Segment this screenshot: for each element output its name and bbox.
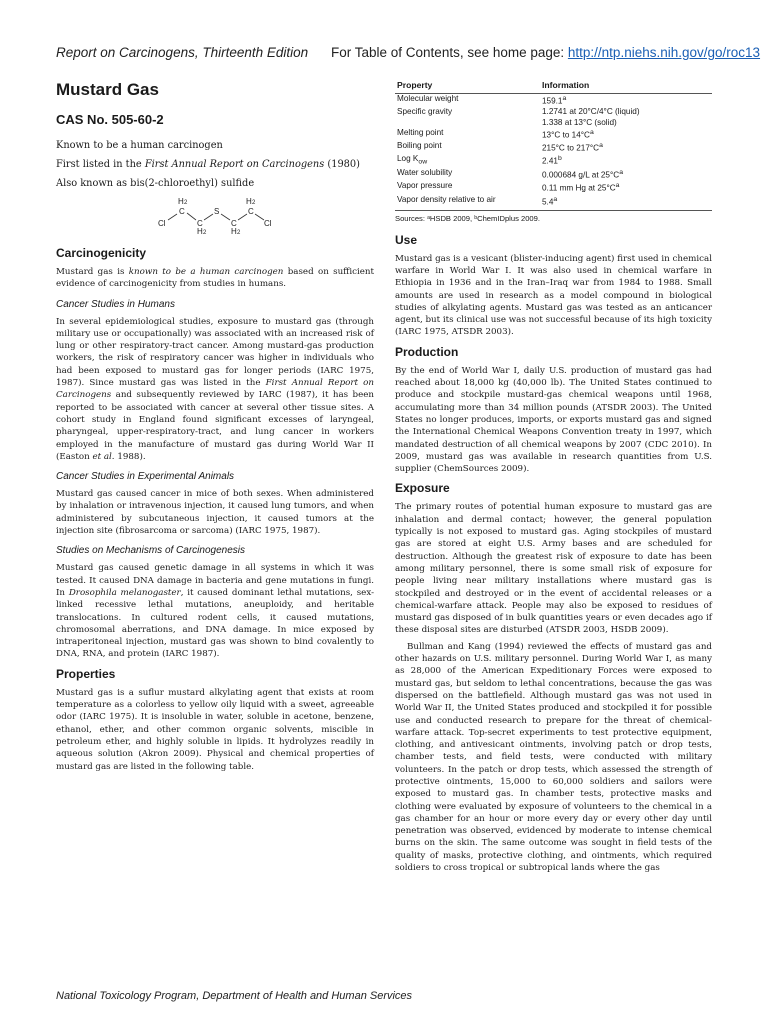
mechanisms-text <box>56 562 374 660</box>
humans-text-b: and subsequently reviewed by IARC (1987), it has been reported to be associated with cancer at several other tissue sites. A cohort study in England found significant excesses of laryngeal, pharyngeal, upper-respiratory-tract, and lung cancer in workers employed in the manufacture of mustard gas during World War II (Easton <box>56 390 374 462</box>
table-row <box>395 94 712 108</box>
h-sub-4: 2 <box>237 230 241 234</box>
carc-summary-em: known to be a human carcinogen <box>128 267 284 277</box>
row-property-sub: ow <box>418 158 428 166</box>
intro-also-known: Also known as bis(2-chloroethyl) sulfide <box>56 178 255 189</box>
bond-1 <box>168 214 177 220</box>
structure-diagram <box>156 196 286 234</box>
bond-6 <box>255 214 264 220</box>
use-text: Mustard gas is a vesicant (blister-inducing agent) first used in chemical warfare in World War I. It was also used in chemical warfare in Ethiopia in 1936 and in the Iran–Iraq war from 1984 to 1988. Small amounts are used in research as a model compound in biological studies of alkylating agents. Mustard gas was tested as an anticancer agent, but its clinical use was not successful because of its high toxicity (IARC 1975, ATSDR 2003). <box>395 253 712 338</box>
table-row <box>395 154 712 168</box>
atom-c1: C <box>179 207 185 216</box>
table-row <box>395 168 712 181</box>
row-info-value: 5.4 <box>542 197 554 207</box>
table-row <box>395 195 712 211</box>
mech-text-a: Mustard gas caused genetic damage in all systems in which it was tested. It caused DNA damage in bacteria and gene mutations in fungi. In <box>56 563 374 598</box>
row-info-value: 2.41 <box>542 156 558 166</box>
row-property: Boiling point <box>397 141 442 151</box>
left-column <box>56 78 374 777</box>
atom-c2: C <box>197 219 203 228</box>
row-info-value: 215°C to 217°C <box>542 143 600 153</box>
mech-text-b: , it caused dominant lethal mutations, sex-linked recessive lethal mutations, aneuploidy, and heritable translocations. In cultured rodent cells, it caused mutations, chromosomal aberrations, and DNA damage. In mice exposed by intraperitoneal injection, mustard gas was shown to bind covalently to DNA, RNA, and protein (IARC 1987). <box>56 587 375 660</box>
atom-c4: C <box>248 207 254 216</box>
row-info <box>540 154 712 168</box>
table-sources: Sources: ᵃHSDB 2009, ᵇChemIDplus 2009. <box>395 213 540 223</box>
intro-first-listed-em: First Annual Report on Carcinogens <box>144 159 325 170</box>
bond-4 <box>221 214 230 220</box>
col-header-property: Property <box>395 78 540 94</box>
h-sub-3: 2 <box>252 200 256 206</box>
atom-cl-right: Cl <box>264 219 272 228</box>
row-info-sup: a <box>553 195 558 203</box>
row-info-value: 159.1 <box>542 96 563 106</box>
h-label-2: H <box>197 227 203 234</box>
h-label-1: H <box>178 197 184 206</box>
atom-c3: C <box>231 219 237 228</box>
table-header-row <box>395 78 712 94</box>
toc-note <box>331 45 760 60</box>
row-info-sup: a <box>619 169 623 177</box>
animals-text: Mustard gas caused cancer in mice of both sexes. When administered by inhalation or intravenous injection, it caused lung tumors, and when administered by subcutaneous injection, it caused tumors at the injection site (fibrosarcoma or sarcoma) (IARC 1975, 1987). <box>56 489 374 537</box>
toc-text: For Table of Contents, see home page: <box>331 45 568 60</box>
row-property-value: Log K <box>397 154 419 164</box>
row-info-value: 0.000684 g/L at 25°C <box>542 171 620 181</box>
row-info-value-2: 1.338 at 13°C (solid) <box>542 117 617 127</box>
bond-3 <box>204 214 213 220</box>
humans-text-em: First Annual Report on Carcinogens <box>56 378 374 401</box>
carcinogenicity-summary <box>56 266 374 291</box>
intro-first-listed <box>56 158 374 171</box>
row-info-value: 1.2741 at 20°C/4°C (liquid) <box>542 107 640 117</box>
exposure-text-2: Bullman and Kang (1994) reviewed the effects of mustard gas and other hazards on U.S. military personnel. During World War I, as many as 28,000 of the American Expeditionary Forces were exposed to mustard gas, but seldom to lethal concentrations, because the gas was dispersed on the battlefield. Although mustard gas was not used in World War II, the United States produced and stockpiled it for possible use and conducted research to prepare for the threat of chemical-warfare attack. Top-secret experiments to test protective equipment, clothing, and antivesicant ointments, involving patch or drop tests, chamber tests, and field tests, were conducted with military volunteers. In the patch or drop tests, which assessed the strength of protective ointments, 15,000 to 60,000 soldiers and sailors were exposed to mustard gas. In chamber tests, protective masks and clothing were evaluated by exposure of volunteers to the chemical in a gas chamber for an hour or more every day or every other day until penetration was observed, evidenced by moderate to intense chemical burns on the skin. The same outcome was sought in field tests of the quality of masks, protective clothing, and ointments, which required soldiers to cross tropical or subtropical lands where the gas <box>395 641 712 874</box>
row-property: Molecular weight <box>397 94 459 103</box>
humans-text-c: 1988). <box>114 451 146 462</box>
animals-heading: Cancer Studies in Experimental Animals <box>56 471 235 483</box>
bond-5 <box>238 214 247 220</box>
row-info-sup: a <box>562 95 567 102</box>
row-info-value: 0.11 mm Hg at 25°C <box>542 184 616 194</box>
intro-first-listed-post: (1980) <box>324 159 360 170</box>
h-label-4: H <box>231 227 237 234</box>
toc-link[interactable]: http://ntp.niehs.nih.gov/go/roc13 <box>567 45 761 60</box>
row-property: Vapor density relative to air <box>395 195 540 211</box>
row-info-sup: a <box>589 128 594 136</box>
h-label-3: H <box>246 197 252 206</box>
row-info-sup: b <box>557 155 562 163</box>
row-info <box>540 107 712 128</box>
chemical-structure <box>56 196 374 234</box>
mech-text-em: Drosophila melanogaster <box>68 587 181 598</box>
report-title: Report on Carcinogens, Thirteenth Edition <box>56 45 309 60</box>
row-property: Vapor pressure <box>397 181 453 191</box>
page-footer: National Toxicology Program, Department of Health and Human Services <box>56 990 413 1002</box>
humans-heading: Cancer Studies in Humans <box>56 298 175 310</box>
intro-carcinogen-status: Known to be a human carcinogen <box>56 140 223 151</box>
production-text: By the end of World War I, daily U.S. production of mustard gas had reached about 18,000 kg (40,000 lb). The United States continued to produce and stockpile mustard-gas chemical weapons until 1968, accumulating more than 34 million pounds (ATSDR 2003). The United States no longer produces, imports, or exports mustard gas and signed the International Chemical Weapons Convention treaty in 1997, which mandated destruction of all chemical weapons by 2007 (CDC 2010). In 2009, mustard gas was available in research quantities from U.S. supplier (ChemSources 2009). <box>395 365 712 475</box>
row-info-sup: a <box>615 182 620 190</box>
bond-2 <box>187 213 196 220</box>
row-info <box>540 195 712 211</box>
properties-table <box>395 78 712 211</box>
page-title: Mustard Gas <box>56 80 159 99</box>
row-property: Specific gravity <box>397 107 453 117</box>
intro-first-listed-pre: First listed in the <box>56 159 145 170</box>
humans-text <box>56 316 374 464</box>
row-info <box>540 168 712 181</box>
table-row <box>395 128 712 141</box>
row-info-sup: a <box>599 142 603 150</box>
row-property <box>395 154 540 168</box>
table-row <box>395 181 712 194</box>
atom-s: S <box>214 207 220 216</box>
exposure-text-1: The primary routes of potential human exposure to mustard gas are inhalation and dermal contact; however, the general population typically is not exposed to mustard gas. Aging stockpiles of mustard gas are stored at eight U.S. Army bases and are scheduled for destruction. Although the greatest risk of exposure to date has been among military personnel, there is some small risk of exposure for people living near military installations where mustard gas is stockpiled and destroyed or in the event of accidental releases or a chemical-warfare attack. People may also be exposed to residues of mustard gas disposed of in bulk quantities years or even decades ago if these disposal sites are disturbed (ATSDR 2003, HSDB 2009). <box>395 502 712 636</box>
humans-text-a: In several epidemiological studies, exposure to mustard gas (through military use or occupationally) was associated with an increased risk of lung or other respiratory-tract cancer. Among mustard-gas production workers, the risk of respiratory cancer was higher in individuals who had been exposed to mustard gas for longer periods (IARC 1975, 1987). Since mustard gas was listed in the <box>56 316 374 389</box>
use-heading: Use <box>395 232 418 247</box>
row-info <box>540 128 712 141</box>
intro <box>56 139 374 190</box>
mechanisms-heading: Studies on Mechanisms of Carcinogenesis <box>56 545 245 557</box>
humans-text-em2: et al. <box>92 451 115 462</box>
row-info <box>540 141 712 154</box>
h-sub-2: 2 <box>203 230 207 234</box>
table-row <box>395 107 712 128</box>
carcinogenicity-heading: Carcinogenicity <box>56 246 147 260</box>
row-info <box>540 94 712 108</box>
row-info-value: 13°C to 14°C <box>542 130 590 140</box>
properties-heading: Properties <box>56 666 116 681</box>
atom-cl-left: Cl <box>158 219 166 228</box>
right-column <box>395 78 712 878</box>
production-heading: Production <box>395 344 459 359</box>
row-property: Water solubility <box>397 168 453 178</box>
row-property: Melting point <box>397 127 444 137</box>
cas-number: CAS No. 505-60-2 <box>56 112 164 127</box>
col-header-information: Information <box>540 78 712 94</box>
properties-text: Mustard gas is a suflur mustard alkylating agent that exists at room temperature as a colorless to yellow oily liquid with a sweet, agreeable odor (IARC 1975). It is insoluble in water, soluble in acetone, benzene, ethanol, ether, and other common organic solvents, miscible in petroleum ether, and highly soluble in lipids. It hydrolyzes readily in aqueous solution (Akron 2009). Physical and chemical properties of mustard gas are listed in the following table. <box>56 687 374 772</box>
row-info <box>540 181 712 194</box>
carc-summary-a: Mustard gas is <box>56 267 129 277</box>
carc-summary-b: based on sufficient evidence of carcinogenicity from studies in humans. <box>56 267 375 290</box>
h-sub-1: 2 <box>184 200 188 206</box>
table-row <box>395 141 712 154</box>
exposure-heading: Exposure <box>395 481 450 496</box>
